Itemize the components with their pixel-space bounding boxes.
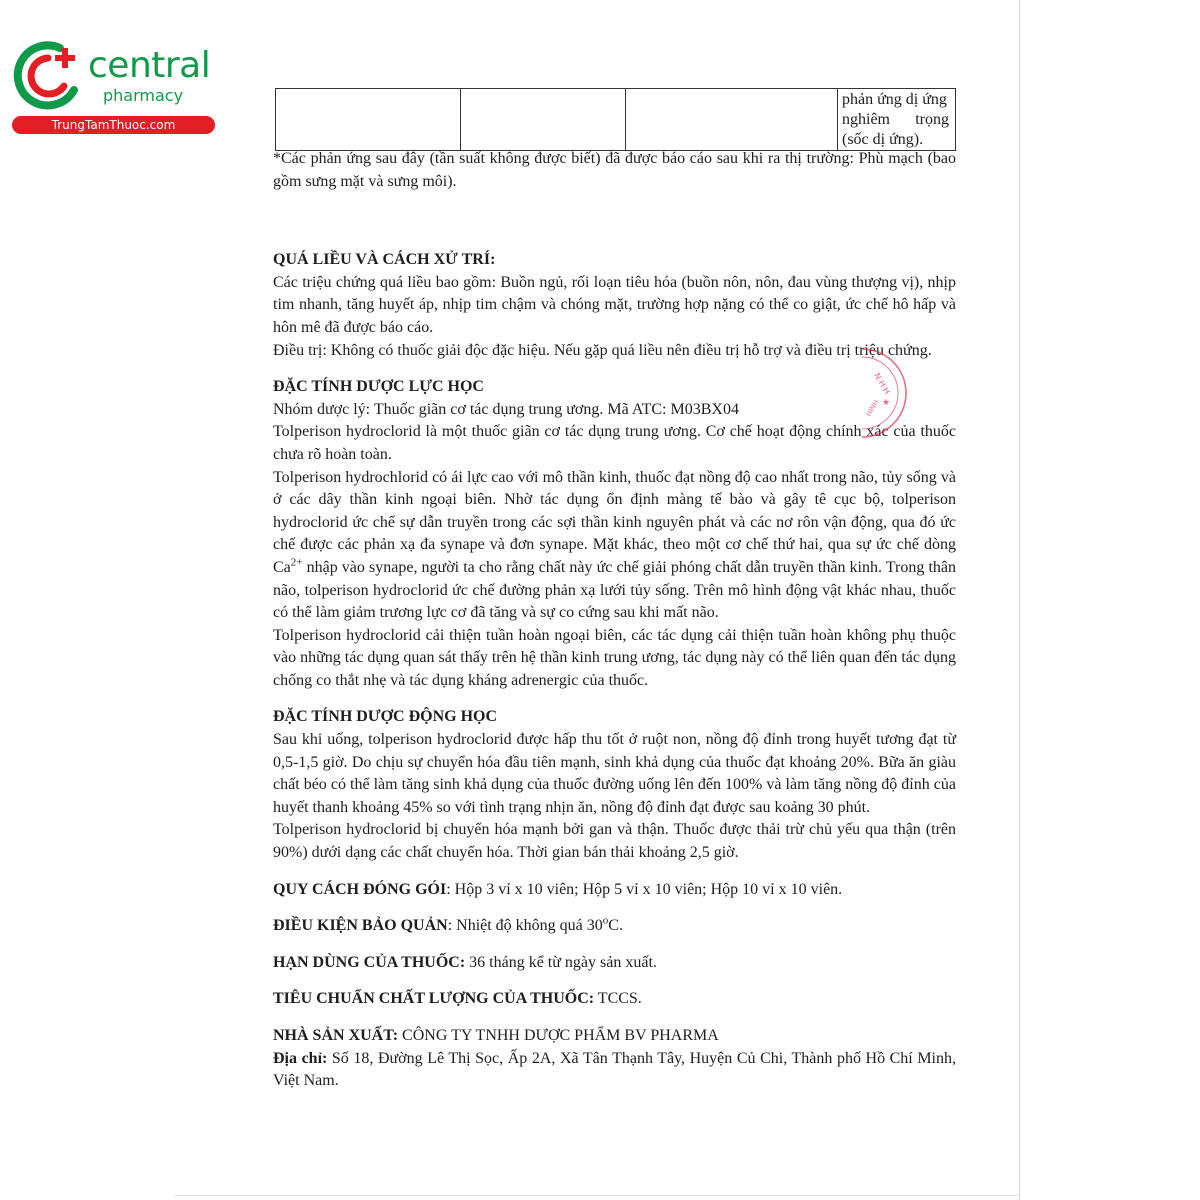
quality-line: TIÊU CHUẨN CHẤT LƯỢNG CỦA THUỐC: TCCS. [273,990,642,1008]
svg-text:HINH: HINH [864,398,881,418]
table-cell [626,89,838,151]
manufacturer-line: NHÀ SẢN XUẤT: CÔNG TY TNHH DƯỢC PHẨM BV PHARMA [273,1027,719,1044]
side-effects-table [275,88,956,151]
pharmacokinetics-absorption: Sau khi uống, tolperison hydroclorid được hấp thu tốt ở ruột non, nồng độ đỉnh trong huyết tương đạt từ 0,5-1,5 giờ. Do chịu sự chuyển hóa đầu tiên mạnh, sinh khả dụng của thuốc đạt khoảng 20%. Bữa ăn giàu chất béo có thể làm tăng sinh khả dụng của thuốc đường uống lên đến 100% và làm tăng nồng độ đỉnh của huyết thanh khoảng 45% so với tình trạng nhịn ăn, nồng độ đỉnh đạt được sau koảng 30 phút. [273,731,956,816]
overdose-treatment: Điều trị: Không có thuốc giải độc đặc hiệu. Nếu gặp quá liều nên điều trị hỗ trợ và điều trị triệu chứng. [273,341,932,359]
expiry-line: HẠN DÙNG CỦA THUỐC: 36 tháng kể từ ngày sản xuất. [273,953,657,971]
stamp-seal [860,345,910,440]
overdose-heading: QUÁ LIỀU VÀ CÁCH XỬ TRÍ: [273,251,496,269]
table-cell-line: nghiêm trọng [842,111,949,128]
overdose-symptoms: Các triệu chứng quá liều bao gồm: Buồn ngủ, rối loạn tiêu hóa (buồn nôn, nôn, đau vùng thượng vị), nhịp tim nhanh, tăng huyết áp, nhịp tim chậm và chóng mặt, trường hợp nặng có thể co giật, ức chế hô hấp và hôn mê đã được báo cáo. [273,273,956,336]
pharmacokinetics-heading: ĐẶC TÍNH DƯỢC ĐỘNG HỌC [273,708,498,726]
svg-text:N.H.H: N.H.H [872,371,892,396]
pharmacokinetics-elimination: Tolperison hydroclorid bị chuyển hóa mạnh bởi gan và thận. Thuốc được thải trừ chủ yếu qua thận (trên 90%) dưới dạng các chất chuyển hóa. Thời gian bán thải khoảng 2,5 giờ. [273,821,956,862]
pharmacodynamics-group: Nhóm dược lý: Thuốc giãn cơ tác dụng trung ương. Mã ATC: M03BX04 [273,400,739,418]
document-body [273,148,956,1093]
pharmacodynamics-circulation: Tolperison hydroclorid cải thiện tuần hoàn ngoại biên, các tác dụng cải thiện tuần hoàn không phụ thuộc vào những tác dụng quan sát thấy trên hệ thần kinh trung ương, tác dụng này có thể liên quan đến tác dụng chống co thắt nhẹ và tác dụng kháng adrenergic của thuốc. [273,626,956,689]
logo-brand: central [88,45,211,86]
page-bottom-edge [175,1195,1020,1196]
table-cell-line: (sốc dị ứng). [842,131,924,148]
post-marketing-note: *Các phản ứng sau đây (tần suất không được biết) đã được báo cáo sau khi ra thị trường: Phù mạch (bao gồm sưng mặt và sưng môi). [273,150,956,190]
svg-text:★: ★ [882,398,891,408]
logo-subtitle: pharmacy [103,86,184,105]
table-row [276,89,956,151]
manufacturer-address: Địa chỉ: Số 18, Đường Lê Thị Sọc, Ấp 2A, Xã Tân Thạnh Tây, Huyện Củ Chi, Thành phố Hồ Chí Minh, Việt Nam. [273,1049,956,1090]
pharmacodynamics-intro: Tolperison hydroclorid là một thuốc giãn cơ tác dụng trung ương. Cơ chế hoạt động chính xác của thuốc chưa rõ hoàn toàn. [273,423,956,463]
table-cell [276,89,461,151]
table-cell [838,89,956,151]
storage-line: ĐIỀU KIỆN BẢO QUẢN: Nhiệt độ không quá 30$^o$C. [273,914,623,935]
table-cell [461,89,626,151]
table-cell-line: phản ứng dị ứng [842,91,947,108]
logo-url: TrungTamThuoc.com [51,118,176,132]
pharmacodynamics-mechanism: Tolperison hydrochlorid có ái lực cao với mô thần kinh, thuốc đạt nồng độ cao nhất trong não, tủy sống và ở các dây thần kinh ngoại biên. Nhờ tác dụng ổn định màng tế bào và gây tê cục bộ, tolperison hydroclorid ức chế sự dẫn truyền trong các sợi thần kinh nguyên phát và các nơ rôn vận động, qua đó ức chế được các phản xạ đa synape và đơn synape. Mặt khác, theo một cơ chế thứ hai, qua sự ức chế dòng $Ca^{2+}$ nhập vào synape, người ta cho rằng chất này ức chế giải phóng chất dẫn truyền thần kinh. Trong thân não, tolperison hydroclorid ức chế đường phản xạ lưới tủy sống. Trên mô hình động vật khác nhau, thuốc có thể làm giảm trương lực cơ đã tăng và sự co cứng sau khi mất não. [273,468,956,622]
pharmacy-cross-icon [8,38,88,118]
packaging-line: QUY CÁCH ĐÓNG GÓI: Hộp 3 vỉ x 10 viên; Hộp 5 vỉ x 10 viên; Hộp 10 vỉ x 10 viên. [273,880,843,898]
central-pharmacy-logo [8,38,218,138]
page-edge [1019,0,1020,1200]
pharmacodynamics-heading: ĐẶC TÍNH DƯỢC LỰC HỌC [273,378,484,396]
